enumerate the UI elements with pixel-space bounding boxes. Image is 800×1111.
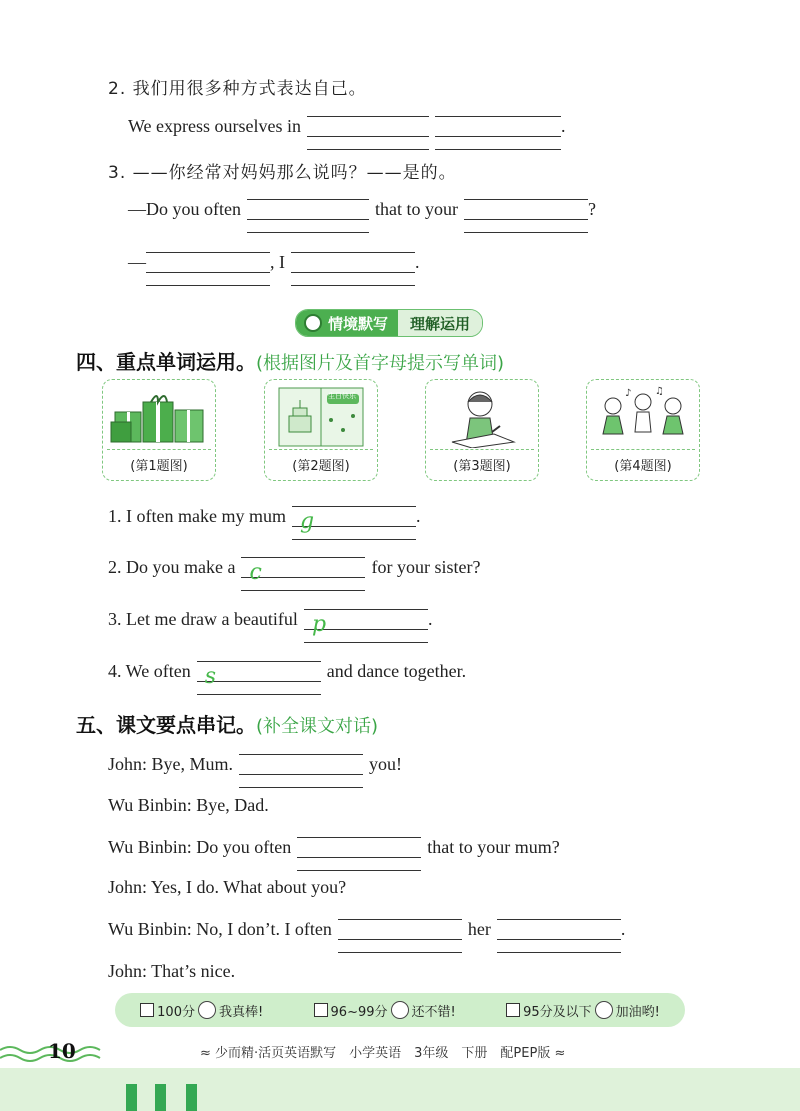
s5-line-5 <box>108 919 625 940</box>
tab-bar-1 <box>126 1084 137 1111</box>
q3-text-b: that to your <box>374 199 458 219</box>
badge-left-label: 情境默写 <box>328 314 389 333</box>
s4-q4-letter: s <box>204 664 216 689</box>
birthday-card-icon <box>271 386 371 448</box>
s5-line-6: John: That’s nice. <box>108 961 236 981</box>
picture-1 <box>102 379 216 481</box>
section5-hint: (补全课文对话) <box>256 716 379 737</box>
s4-q2-letter: c <box>249 560 262 585</box>
s4-q1-blank[interactable] <box>292 509 416 534</box>
q3-english-line-2 <box>128 252 420 273</box>
s5-l5-end: . <box>620 919 626 939</box>
picture-3-caption: (第3题图) <box>453 459 511 474</box>
s4-q2-blank[interactable] <box>241 560 365 585</box>
score-1-label: 100分 <box>157 1004 195 1020</box>
medal-icon <box>304 314 322 332</box>
q3-dash: — <box>128 252 146 272</box>
section5-title: 五、课文要点串记。 <box>76 713 256 737</box>
score-bar <box>115 993 685 1027</box>
q2-blank-1[interactable] <box>307 136 429 137</box>
kids-singing-icon <box>593 386 693 448</box>
q2-end: . <box>561 116 566 136</box>
score-2-label: 96~99分 <box>330 1004 388 1020</box>
q3-text-c: , I <box>270 252 285 272</box>
s4-q3-blank[interactable] <box>304 612 428 637</box>
q2-text: We express ourselves in <box>128 116 302 136</box>
smile-face-icon <box>391 1001 409 1019</box>
s5-l1-blank[interactable] <box>239 774 363 775</box>
s5-l3-text: Wu Binbin: Do you often <box>108 837 292 857</box>
s4-q4-end: and dance together. <box>326 661 467 681</box>
s4-q4-blank[interactable] <box>197 664 321 689</box>
badge-left <box>296 310 398 336</box>
s4-q1-letter: g <box>299 509 315 534</box>
score-1-text: 我真棒! <box>218 1004 264 1020</box>
picture-4 <box>586 379 700 481</box>
section5-heading <box>76 709 378 738</box>
q3-blank-1[interactable] <box>247 219 369 220</box>
s5-l1-end: you! <box>369 754 403 774</box>
s4-q1-text: 1. I often make my mum <box>108 506 286 526</box>
happy-face-icon <box>198 1001 216 1019</box>
score-item-1 <box>140 1001 263 1020</box>
q3-end-2: . <box>415 252 420 272</box>
card-text: 生日快乐 <box>328 392 356 400</box>
score-3-label: 95分及以下 <box>523 1004 592 1020</box>
section4-title: 四、重点单词运用。 <box>76 350 256 374</box>
girl-drawing-icon <box>432 386 532 448</box>
wave-left-icon: ≈ <box>200 1046 216 1061</box>
s5-l5-text: Wu Binbin: No, I don’t. I often <box>108 919 332 939</box>
s5-l3-end: that to your mum? <box>427 837 560 857</box>
s5-line-1 <box>108 754 402 775</box>
q3-english-line-1 <box>128 199 596 220</box>
q2-blank-2[interactable] <box>435 136 561 137</box>
s4-question-1 <box>108 506 421 534</box>
footer-line <box>200 1042 565 1061</box>
picture-divider <box>107 449 211 450</box>
footer-text: 少而精·活页英语默写 小学英语 3年级 下册 配PEP版 <box>215 1046 551 1061</box>
s4-q1-end: . <box>415 506 421 526</box>
s5-l5-blank-1[interactable] <box>338 939 462 940</box>
score-2-text: 还不错! <box>411 1004 456 1020</box>
score-3-text: 加油哟! <box>615 1004 660 1020</box>
s4-question-3 <box>108 609 433 637</box>
q3-blank-4[interactable] <box>291 272 415 273</box>
s5-l1-text: John: Bye, Mum. <box>108 754 234 774</box>
s4-q2-end: for your sister? <box>371 557 481 577</box>
picture-2-caption: (第2题图) <box>292 459 350 474</box>
cheer-face-icon <box>595 1001 613 1019</box>
svg-text:♫: ♫ <box>655 386 664 397</box>
page-number: 10 <box>48 1039 76 1063</box>
s5-line-2: Wu Binbin: Bye, Dad. <box>108 795 269 815</box>
picture-divider <box>591 449 695 450</box>
section-badge <box>295 309 483 337</box>
wave-right-icon: ≈ <box>550 1046 566 1061</box>
s5-l5-her: her <box>467 919 491 939</box>
s4-q3-letter: p <box>311 612 327 637</box>
s5-l5-blank-2[interactable] <box>497 939 621 940</box>
q3-text-a: —Do you often <box>128 199 241 219</box>
svg-text:♪: ♪ <box>625 388 632 399</box>
tab-bar-2 <box>155 1084 166 1111</box>
score-item-2 <box>314 1001 456 1020</box>
checkbox-96-99[interactable] <box>314 1003 328 1017</box>
s4-q4-text: 4. We often <box>108 661 191 681</box>
section4-heading <box>76 346 504 375</box>
s5-l3-blank[interactable] <box>297 857 421 858</box>
picture-3 <box>425 379 539 481</box>
picture-divider <box>430 449 534 450</box>
picture-2 <box>264 379 378 481</box>
picture-divider <box>269 449 373 450</box>
q2-chinese: 2. 我们用很多种方式表达自己。 <box>108 79 367 99</box>
bottom-band <box>0 1068 800 1111</box>
s4-question-4 <box>108 661 467 689</box>
s4-q3-end: . <box>427 609 433 629</box>
s4-q3-text: 3. Let me draw a beautiful <box>108 609 298 629</box>
checkbox-95-below[interactable] <box>506 1003 520 1017</box>
q3-end-1: ? <box>587 199 596 219</box>
q3-chinese: 3. ——你经常对妈妈那么说吗？——是的。 <box>108 163 457 183</box>
picture-4-caption: (第4题图) <box>614 459 672 474</box>
tab-bar-3 <box>186 1084 197 1111</box>
q3-blank-2[interactable] <box>464 219 588 220</box>
badge-right-label: 理解运用 <box>398 310 482 336</box>
q3-blank-3[interactable] <box>146 272 270 273</box>
section4-hint: (根据图片及首字母提示写单词) <box>256 353 505 374</box>
score-item-3 <box>506 1001 660 1020</box>
s5-line-3 <box>108 837 560 858</box>
s4-question-2 <box>108 557 481 585</box>
picture-1-caption: (第1题图) <box>130 459 188 474</box>
q2-english-line <box>128 116 566 137</box>
s4-q2-text: 2. Do you make a <box>108 557 236 577</box>
checkbox-100[interactable] <box>140 1003 154 1017</box>
s5-line-4: John: Yes, I do. What about you? <box>108 877 347 897</box>
gift-boxes-icon <box>109 386 209 448</box>
